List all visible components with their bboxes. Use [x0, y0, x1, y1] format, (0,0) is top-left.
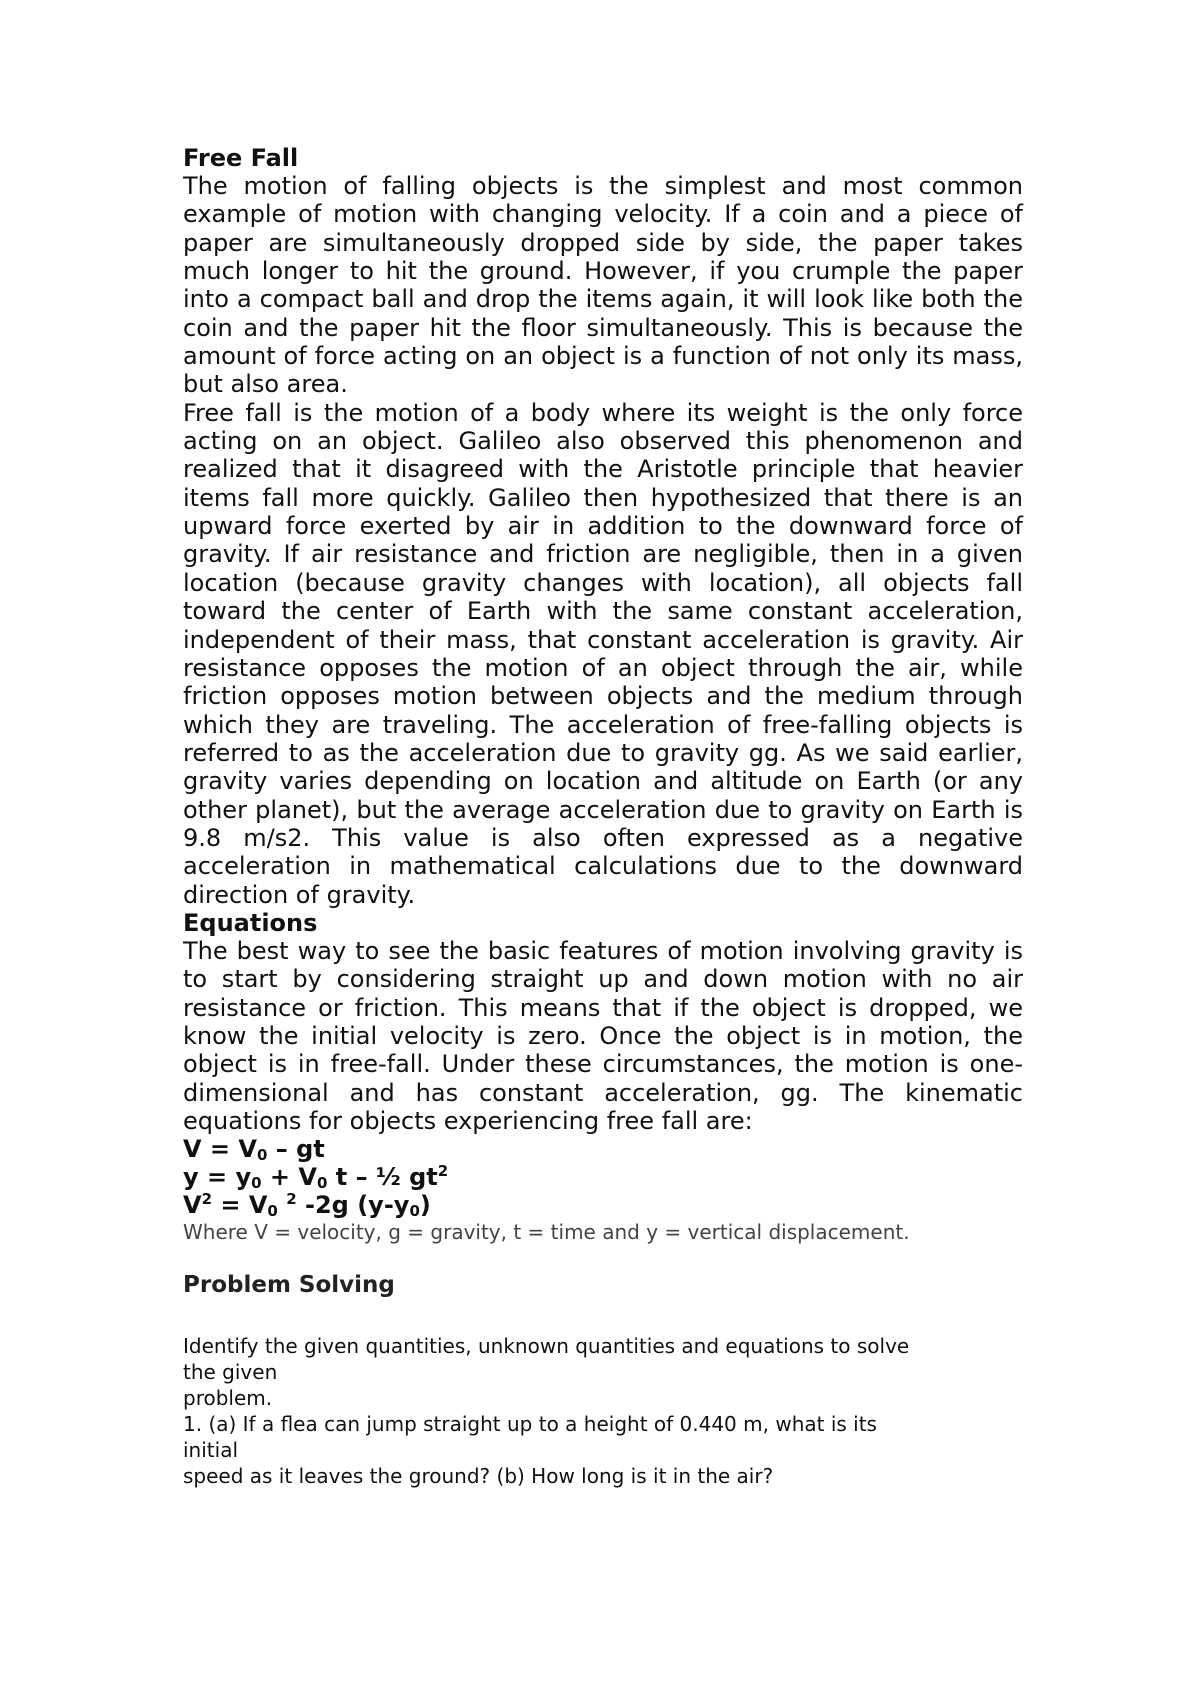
document-body [183, 144, 1023, 1489]
equations-heading: Equations [183, 908, 318, 937]
problem-line: the given [183, 1360, 278, 1385]
problem-line: problem. [183, 1386, 273, 1411]
problem-line: initial [183, 1438, 238, 1463]
variable-legend: Where V = velocity, g = gravity, t = time and y = vertical displacement. [183, 1220, 910, 1245]
problem-line: speed as it leaves the ground? (b) How long is it in the air? [183, 1464, 774, 1489]
equations-paragraph: The best way to see the basic features of motion involving gravity is to start by considering straight up and down motion with no air resistance or friction. This means that if the object is dropped, we know the initial velocity is zero. Once the object is in motion, the object is in free-fall. Under these circumstances, the motion is one-dimensional and has constant acceleration, gg. The kinematic equations for objects experiencing free fall are: [183, 936, 1023, 1135]
problem-line: 1. (a) If a flea can jump straight up to a height of 0.440 m, what is its [183, 1412, 877, 1437]
equation-velocity-squared: $V^2 = V_0$ $^2$ -2g $(y-y_0)$ [183, 1190, 431, 1221]
problem-line: Identify the given quantities, unknown quantities and equations to solve [183, 1334, 910, 1359]
page-title: Free Fall [183, 144, 299, 172]
free-fall-paragraph: Free fall is the motion of a body where its weight is the only force acting on an object. Galileo also observed this phenomenon and realized that it disagreed with the Aristotle principle that heavier items fall more quickly. Galileo then hypothesized that there is an upward force exerted by air in addition to the downward force of gravity. If air resistance and friction are negligible, then in a given location (because gravity changes with location), all objects fall toward the center of Earth with the same constant acceleration, independent of their mass, that constant acceleration is gravity. Air resistance opposes the motion of an object through the air, while friction opposes motion between objects and the medium through which they are traveling. The acceleration of free-falling objects is referred to as the acceleration due to gravity gg. As we said earlier, gravity varies depending on location and altitude on Earth (or any other planet), but the average acceleration due to gravity on Earth is 9.8 m/s2. This value is also often expressed as a negative acceleration in mathematical calculations due to the downward direction of gravity. [183, 398, 1023, 909]
problem-solving-heading: Problem Solving [183, 1272, 395, 1299]
problem-section [183, 1333, 1023, 1489]
intro-paragraph: The motion of falling objects is the simplest and most common example of motion with changing velocity. If a coin and a piece of paper are simultaneously dropped side by side, the paper takes much longer to hit the ground. However, if you crumple the paper into a compact ball and drop the items again, it will look like both the coin and the paper hit the floor simultaneously. This is because the amount of force acting on an object is a function of not only its mass, but also area. [183, 172, 1023, 399]
equation-displacement: $y = y_0 + V_0$ t – ½ $gt^2$ [183, 1162, 449, 1193]
equation-velocity: $V = V_0$ – gt [183, 1135, 325, 1165]
